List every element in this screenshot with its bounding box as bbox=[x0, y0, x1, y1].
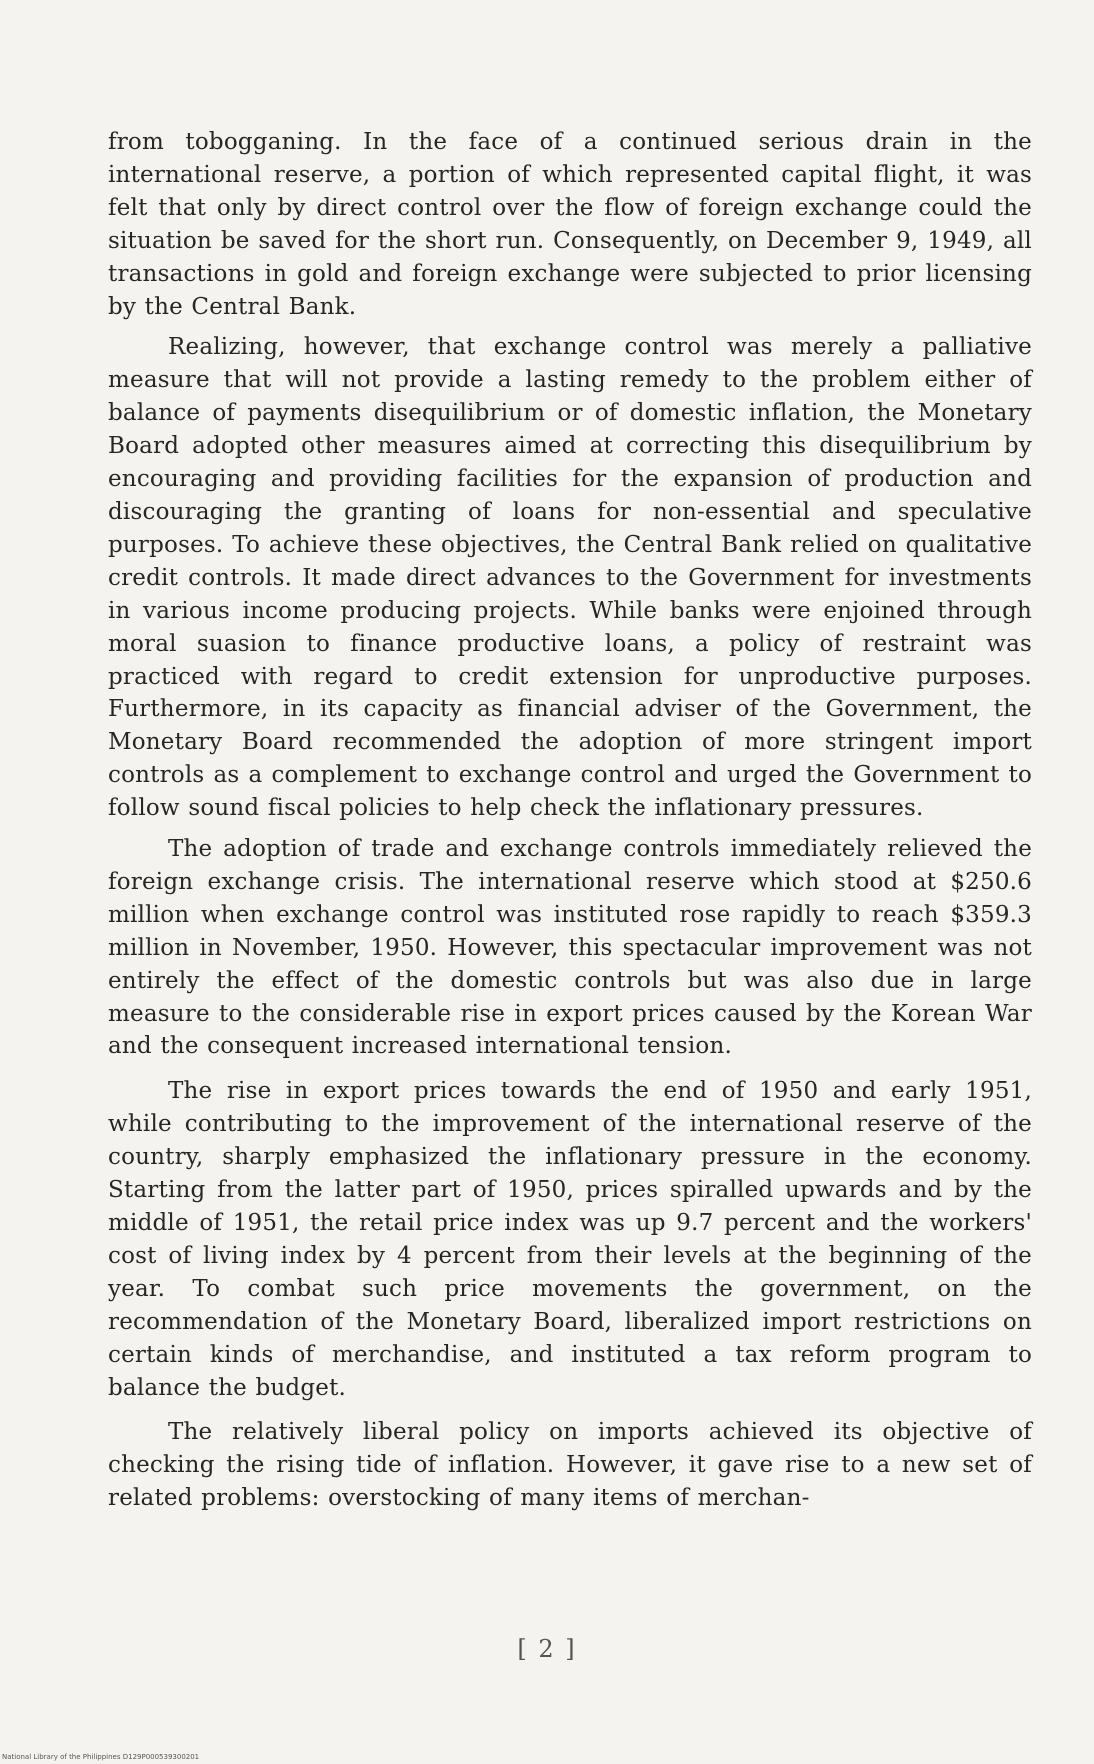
body-text bbox=[108, 126, 1032, 1515]
paragraph-1: from tobogganing. In the face of a continued serious drain in the international reserve, a portion of which represented capital flight, it was felt that only by direct control over the flow of foreign exchange could the situation be saved for the short run. Consequently, on December 9, 1949, all transactions in gold and foreign exchange were subjected to prior licensing by the Central Bank. bbox=[108, 129, 1032, 320]
paragraph-5: The relatively liberal policy on imports achieved its objective of checking the rising tide of inflation. However, it gave rise to a new set of related problems: overstocking of many items of merchan- bbox=[108, 1419, 1032, 1512]
page-number: [ 2 ] bbox=[517, 1635, 577, 1663]
paragraph-3: The adoption of trade and exchange controls immediately relieved the foreign exchange crisis. The international reserve which stood at $250.6 million when exchange control was instituted rose rapidly to reach $359.3 million in November, 1950. However, this spectacular improvement was not entirely the effect of the domestic controls but was also due in large measure to the considerable rise in export prices caused by the Korean War and the consequent increased international tension. bbox=[108, 836, 1032, 1060]
footer-note: National Library of the Philippines D129P000539300201 bbox=[2, 1753, 200, 1761]
paragraph-2: Realizing, however, that exchange control was merely a palliative measure that will not provide a lasting remedy to the problem either of balance of payments disequilibrium or of domestic inflation, the Monetary Board adopted other measures aimed at correcting this disequilibrium by encouraging and providing facilities for the expansion of production and discouraging the granting of loans for non-essential and speculative purposes. To achieve these objectives, the Central Bank relied on qualitative credit controls. It made direct advances to the Government for investments in various income producing projects. While banks were enjoined through moral suasion to finance productive loans, a policy of restraint was practiced with regard to credit extension for unproductive purposes. Furthermore, in its capacity as financial adviser of the Government, the Monetary Board recommended the adoption of more stringent import controls as a complement to exchange control and urged the Government to follow sound fiscal policies to help check the inflationary pressures. bbox=[108, 334, 1032, 822]
paragraph-4: The rise in export prices towards the end of 1950 and early 1951, while contributing to the improvement of the international reserve of the country, sharply emphasized the inflationary pressure in the economy. Starting from the latter part of 1950, prices spiralled upwards and by the middle of 1951, the retail price index was up 9.7 percent and the workers' cost of living index by 4 percent from their levels at the beginning of the year. To combat such price movements the government, on the recommendation of the Monetary Board, liberalized import restrictions on certain kinds of merchandise, and instituted a tax reform program to balance the budget. bbox=[108, 1078, 1032, 1401]
